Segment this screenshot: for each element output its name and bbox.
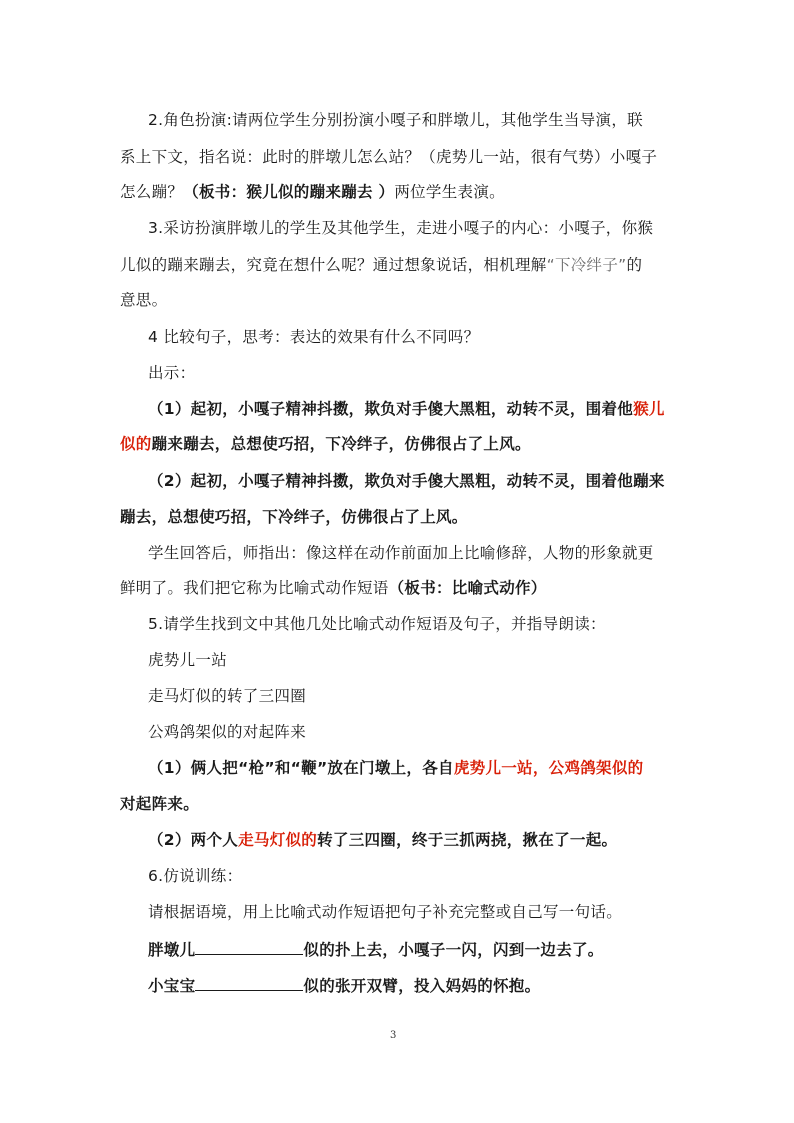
fill-sentence-1: 胖墩儿 似的扑上去，小嘎子一闪，闪到一边去了。 [148, 938, 708, 960]
answer-line-1: 学生回答后，师指出：像这样在动作前面加上比喻修辞，人物的形象就更 [148, 544, 654, 562]
para-6-instruction: 请根据语境，用上比喻式动作短语把句子补充完整或自己写一句话。 [148, 903, 623, 921]
sentence-2-line-1: （2）起初，小嘎子精神抖擞，欺负对手傻大黑粗，动转不灵，围着他蹦来 [148, 472, 665, 490]
para-3-line-2: 儿似的蹦来蹦去，究竟在想什么呢？通过想象说话，相机理解“下冷绊子”的 [120, 256, 643, 274]
phrase-item-1: 虎势儿一站 [148, 651, 228, 669]
sentence-2-line-2: 蹦去，总想使巧招，下冷绊子，仿佛很占了上风。 [120, 508, 468, 526]
para-2-line-1: 2.角色扮演:请两位学生分别扮演小嘎子和胖墩儿，其他学生当导演，联 [148, 111, 643, 129]
board-note: （板书：猴儿似的蹦来蹦去 ） [183, 183, 395, 201]
answer-line-2: 鲜明了。我们把它称为比喻式动作短语（板书：比喻式动作） [120, 579, 547, 597]
example-2: （2）两个人走马灯似的转了三四圈，终于三抓两挠，揪在了一起。 [148, 831, 618, 849]
para-4: 4 比较句子，思考：表达的效果有什么不同吗？ [148, 328, 480, 346]
blank-field-1[interactable] [195, 938, 303, 955]
para-5: 5.请学生找到文中其他几处比喻式动作短语及句子，并指导朗读： [148, 615, 606, 633]
para-3-line-3: 意思。 [120, 291, 168, 309]
para-2-line-3: 怎么蹦？（板书：猴儿似的蹦来蹦去 ）两位学生表演。 [120, 183, 505, 201]
para-6: 6.仿说训练： [148, 867, 243, 885]
phrase-item-3: 公鸡鸽架似的对起阵来 [148, 723, 307, 741]
sentence-1-line-2: 似的蹦来蹦去，总想使巧招，下冷绊子，仿佛很占了上风。 [120, 435, 531, 453]
page-number: 3 [390, 1030, 397, 1041]
para-3-line-1: 3.采访扮演胖墩儿的学生及其他学生，走进小嘎子的内心：小嘎子，你猴 [148, 219, 654, 237]
phrase-item-2: 走马灯似的转了三四圈 [148, 687, 307, 705]
para-2-line-2: 系上下文，指名说：此时的胖墩儿怎么站？（虎势儿一站，很有气势）小嘎子 [120, 148, 658, 166]
blank-field-2[interactable] [195, 974, 303, 991]
show-label: 出示： [148, 364, 196, 382]
example-1-line-1: （1）俩人把“枪”和“鞭”放在门墩上，各自虎势儿一站，公鸡鸽架似的 [148, 759, 644, 777]
example-1-line-2: 对起阵来。 [120, 795, 200, 813]
fill-sentence-2: 小宝宝 似的张开双臂，投入妈妈的怀抱。 [148, 974, 708, 996]
sentence-1-line-1: （1）起初，小嘎子精神抖擞，欺负对手傻大黑粗，动转不灵，围着他猴儿 [148, 400, 665, 418]
